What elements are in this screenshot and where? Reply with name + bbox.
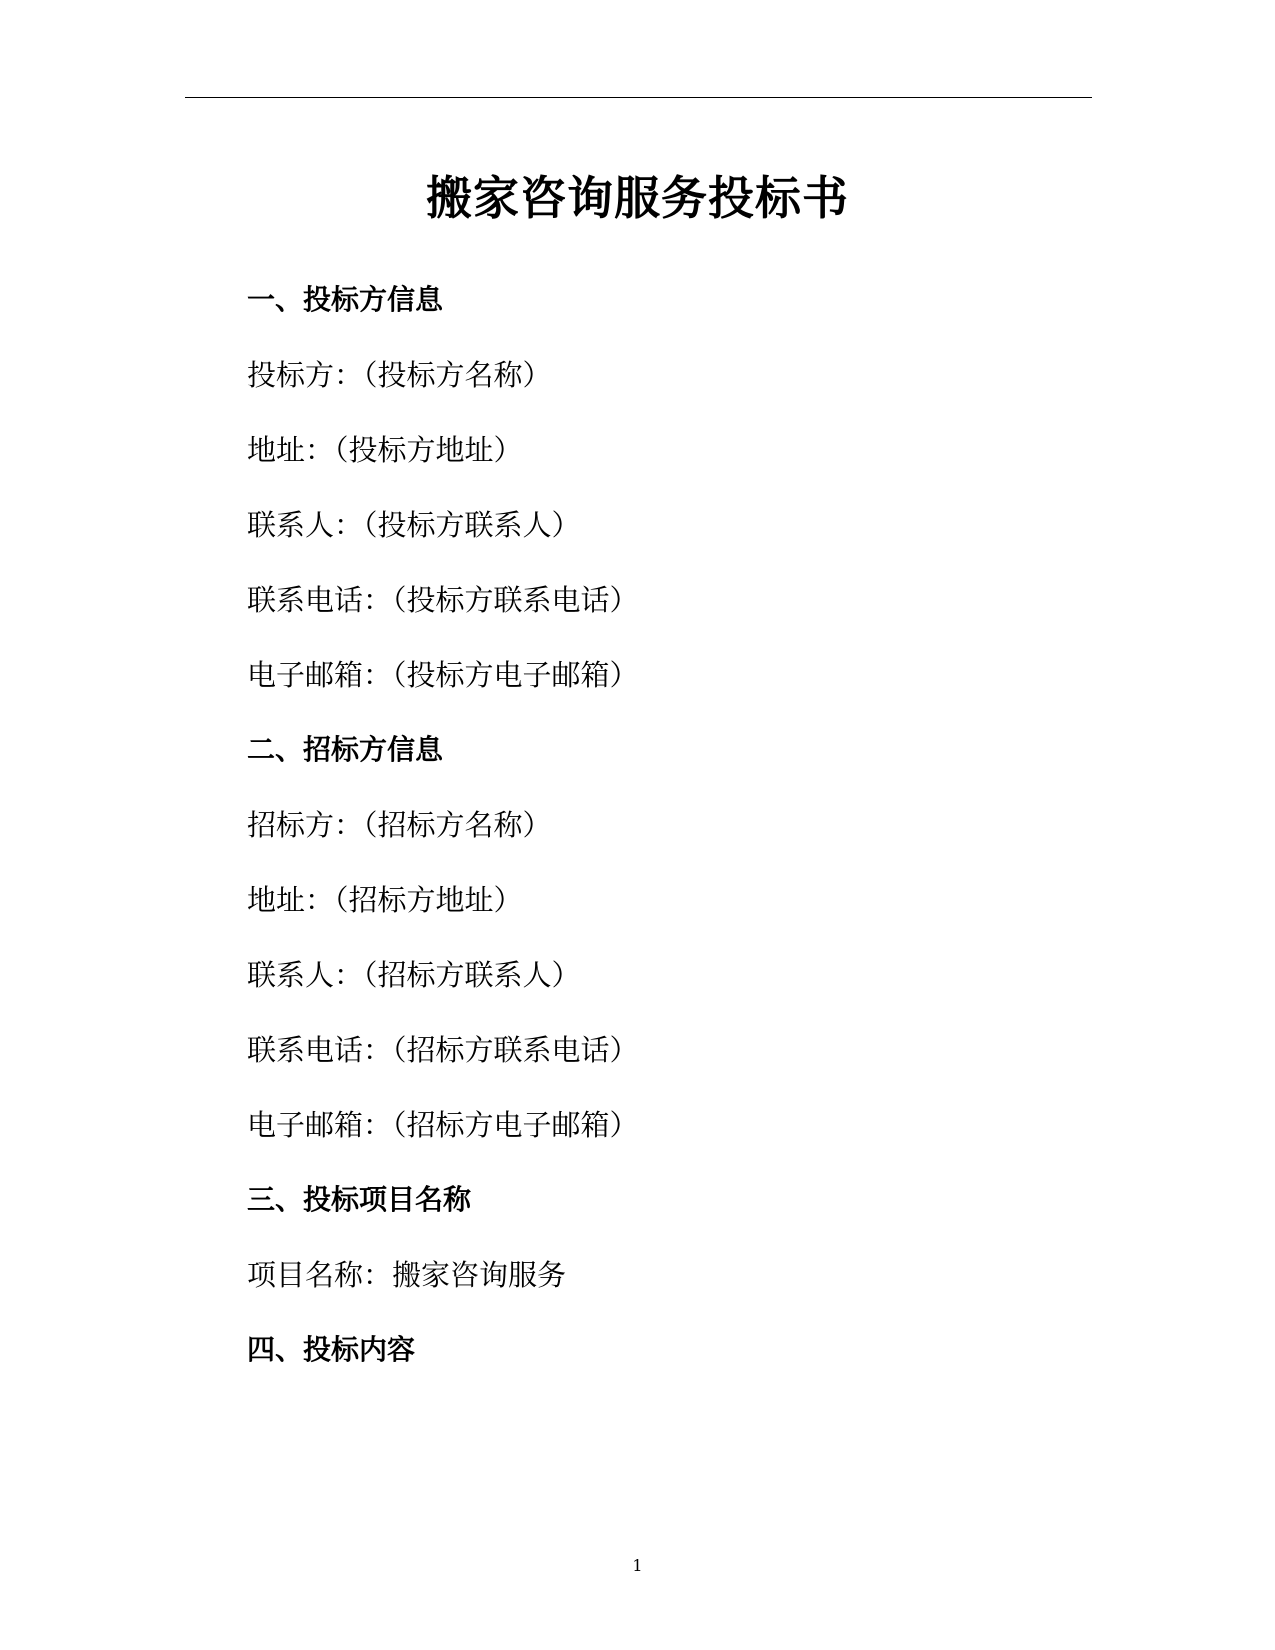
- document-body: [247, 272, 1107, 1397]
- project-name-line: 项目名称：搬家咨询服务: [247, 1258, 567, 1292]
- section-project-name: [247, 1172, 1107, 1322]
- section-heading-bidder: 一、投标方信息: [247, 283, 444, 316]
- bidder-email-line: 电子邮箱：（投标方电子邮箱）: [247, 658, 639, 692]
- page-number: 1: [632, 1556, 643, 1575]
- tenderer-address-line: 地址：（招标方地址）: [247, 883, 523, 917]
- section-bidder-info: [247, 272, 1107, 722]
- tenderer-name-line: 招标方：（招标方名称）: [247, 808, 552, 842]
- section-bid-content: [247, 1322, 1107, 1397]
- bidder-contact-line: 联系人：（投标方联系人）: [247, 508, 581, 542]
- header-rule: [185, 97, 1092, 98]
- bidder-name-line: 投标方：（投标方名称）: [247, 358, 552, 392]
- bidder-address-line: 地址：（投标方地址）: [247, 433, 523, 467]
- bidder-phone-line: 联系电话：（投标方联系电话）: [247, 583, 639, 617]
- tenderer-phone-line: 联系电话：（招标方联系电话）: [247, 1033, 639, 1067]
- section-tenderer-info: [247, 722, 1107, 1172]
- document-title: 搬家咨询服务投标书: [426, 171, 849, 225]
- section-heading-tenderer: 二、招标方信息: [247, 733, 444, 766]
- section-heading-project: 三、投标项目名称: [247, 1183, 472, 1216]
- section-heading-content: 四、投标内容: [247, 1333, 416, 1366]
- tenderer-contact-line: 联系人：（招标方联系人）: [247, 958, 581, 992]
- tenderer-email-line: 电子邮箱：（招标方电子邮箱）: [247, 1108, 639, 1142]
